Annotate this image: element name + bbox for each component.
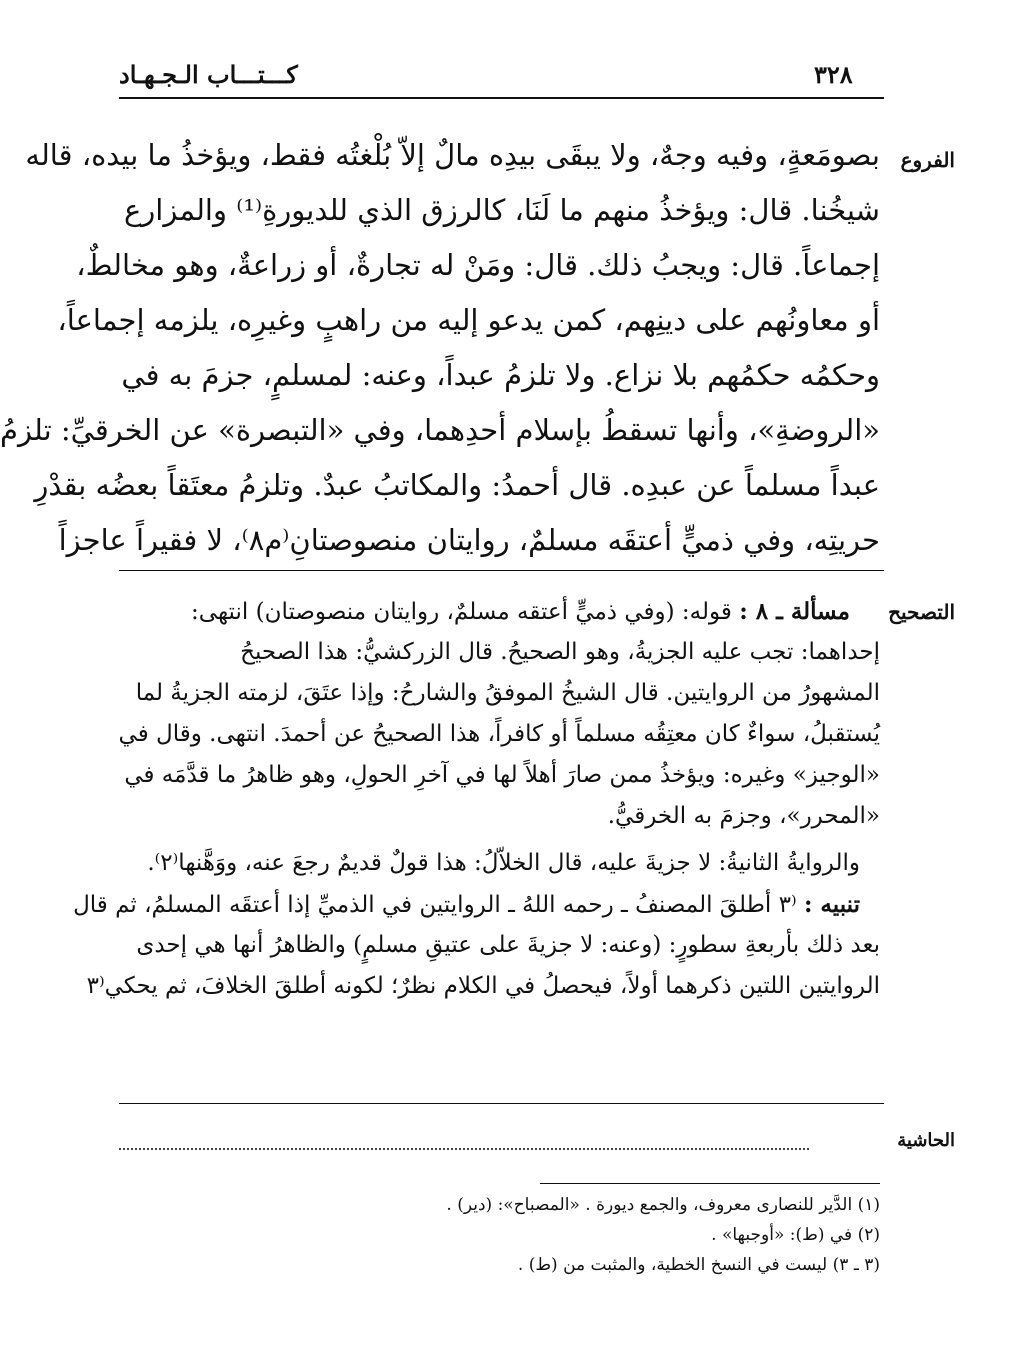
hashiya-dotted-line [119, 1148, 809, 1150]
furu-line: بصومَعةٍ، وفيه وجهٌ، ولا يبقَى بيدِه مالٌ إلاّ بُلْغتُه فقط، ويؤخذُ ما بيده، قاله [25, 138, 880, 172]
furu-line: «الروضةِ»، وأنها تسقطُ بإسلام أحدِهما، وفي «التبصرة» عن الخرقيِّ: تلزمُ [0, 413, 880, 447]
tanbih-text: ⁽٣ أطلقَ المصنفُ ـ رحمه اللهُ ـ الروايتين في الذميِّ إذا أعتقَه المسلمُ، ثم قال [73, 892, 797, 918]
header-rule [119, 97, 884, 99]
footnote: (١) الدَّير للنصارى معروف، والجمع ديورة . «المصباح»: (دير) . [446, 1195, 880, 1215]
masala-text: قوله: (وفي ذميٍّ أعتقه مسلمٌ، روايتان منصوصتان) انتهى: [191, 599, 732, 625]
furu-line: شيخُنا. قال: ويؤخذُ منهم ما لَنَا، كالرزق الذي للديورةِ⁽¹⁾ والمزارع [123, 193, 880, 227]
tashih-text [73, 591, 880, 1007]
tashih-heading [100, 591, 880, 632]
furu-line: وحكمُه حكمُهم بلا نزاع. ولا تلزمُ عبداً، وعنه: لمسلمٍ، جزمَ به في [121, 358, 880, 392]
tanbih-line: الروايتين اللتين ذكرهما أولاً، فيحصلُ في الكلام نظرٌ؛ لكونه أطلقَ الخلافَ، ثم يحكي⁽٣ [86, 973, 880, 999]
footnote-rule [540, 1183, 880, 1184]
page-number: ٣٢٨ [814, 60, 853, 89]
footnote: (٢) في (ط): «أوجبها» . [711, 1225, 880, 1245]
tanbih-line: بعد ذلك بأربعةِ سطورٍ: (وعنه: لا جزيةَ على عتيقِ مسلمٍ) والظاهرُ أنها هي إحدى [136, 932, 880, 958]
tashih-line: المشهورُ من الروايتين. قال الشيخُ الموفقُ والشارحُ: وإذا عتَقَ، لزمته الجزيةُ لما [135, 680, 880, 706]
tashih-line: إحداهما: تجب عليه الجزيةُ، وهو الصحيحُ. قال الزركشيُّ: هذا الصحيحُ [240, 639, 880, 665]
section-divider [119, 570, 884, 571]
tanbih-label: تنبيه : [803, 891, 860, 918]
furu-text [0, 128, 880, 568]
section-label-furu: الفروع [900, 148, 955, 172]
tashih-line: يُستقبلُ، سواءٌ كان معتِقُه مسلماً أو كافراً، هذا الصحيحُ عن أحمدَ. انتهى. وقال في [118, 721, 880, 747]
furu-line: أو معاونُهم على دينِهم، كمن يدعو إليه من راهبٍ وغيرِه، يلزمه إجماعاً، [57, 303, 880, 337]
book-title: كـــتـــاب الـجـهـاد [119, 60, 298, 89]
tashih-line: «المحرر»، وجزمَ به الخرقيُّ. [607, 803, 880, 829]
section-label-hashiya: الحاشية [897, 1130, 955, 1151]
furu-line: عبداً مسلماً عن عبدِه. قال أحمدُ: والمكاتبُ عبدٌ. وتلزمُ معتَقاً بعضُه بقدْرِ [34, 468, 880, 502]
section-divider [119, 1103, 884, 1104]
section-label-tashih: التصحيح [888, 600, 955, 624]
masala-label: مسألة ـ ٨ : [739, 598, 850, 625]
tanbih-line [73, 884, 880, 925]
footnotes [100, 1190, 880, 1280]
furu-line: حريتِه، وفي ذميٍّ أعتقَه مسلمٌ، روايتان منصوصتانِ⁽م٨⁾، لا فقيراً عاجزاً [58, 523, 880, 557]
furu-line: إجماعاً. قال: ويجبُ ذلك. قال: ومَنْ له تجارةٌ، أو زراعةٌ، وهو مخالطٌ، [76, 248, 880, 282]
footnote: (٣ ـ ٣) ليست في النسخ الخطية، والمثبت من (ط) . [517, 1255, 880, 1275]
tashih-line: «الوجيز» وغيره: ويؤخذُ ممن صارَ أهلاً لها في آخرِ الحولِ، وهو ظاهرُ ما قدَّمَه في [124, 762, 880, 788]
tashih-para2: والروايةُ الثانيةُ: لا جزيةَ عليه، قال الخلاّلُ: هذا قولٌ قديمٌ رجعَ عنه، ووَهَّنها⁽٢⁾. [147, 850, 860, 876]
